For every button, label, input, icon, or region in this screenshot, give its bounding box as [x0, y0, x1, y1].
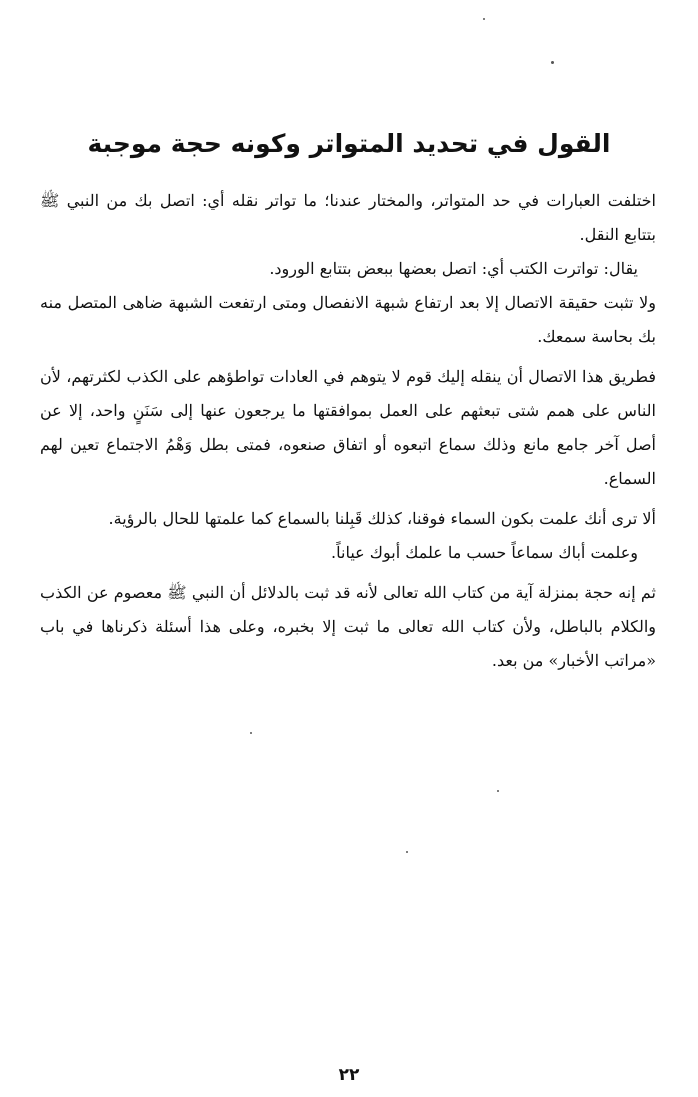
paragraph: ثم إنه حجة بمنزلة آية من كتاب الله تعالى لأنه قد ثبت بالدلائل أن النبي ﷺ معصوم عن الكذب والكلام بالباطل، ولأن كتاب الله تعالى ما ثبت إلا بخبره، وعلى هذا أسئلة ذكرناها في باب «مراتب الأخبار» من بعد.	[40, 583, 656, 670]
scan-speck	[551, 61, 554, 64]
paragraph: ولا تثبت حقيقة الاتصال إلا بعد ارتفاع شبهة الانفصال ومتى ارتفعت الشبهة ضاهى المتصل منه بك بحاسة سمعك.	[40, 293, 656, 346]
scan-speck	[497, 790, 499, 792]
page-body	[40, 184, 656, 678]
chapter-title: القول في تحديد المتواتر وكونه حجة موجبة	[87, 129, 611, 158]
page-number: ٢٢	[338, 1065, 360, 1085]
paragraph: فطريق هذا الاتصال أن ينقله إليك قوم لا يتوهم في العادات تواطؤهم على الكذب لكثرتهم، لأن الناس على همم شتى تبعثهم على العمل بموافقتها ما يرجعون عنها إلى سَنَنٍ واحد، إلا عن أصل آخر جامع مانع وذلك سماع اتبعوه أو اتفاق صنعوه، فمتى بطل وَهْمُ الاجتماع تعين لهم السماع.	[40, 367, 656, 488]
paragraph: اختلفت العبارات في حد المتواتر، والمختار عندنا؛ ما تواتر نقله أي: اتصل بك من النبي ﷺ بتتابع النقل.	[40, 191, 656, 244]
paragraph: يقال: تواترت الكتب أي: اتصل بعضها ببعض بتتابع الورود.	[269, 259, 638, 278]
scan-speck	[483, 18, 485, 20]
paragraph: ألا ترى أنك علمت بكون السماء فوقنا، كذلك قَبِلنا بالسماع كما علمتها للحال بالرؤية.	[108, 509, 656, 528]
scan-speck	[250, 732, 252, 734]
scan-speck	[406, 851, 408, 853]
paragraph: وعلمت أباك سماعاً حسب ما علمك أبوك عياناً.	[331, 543, 638, 562]
